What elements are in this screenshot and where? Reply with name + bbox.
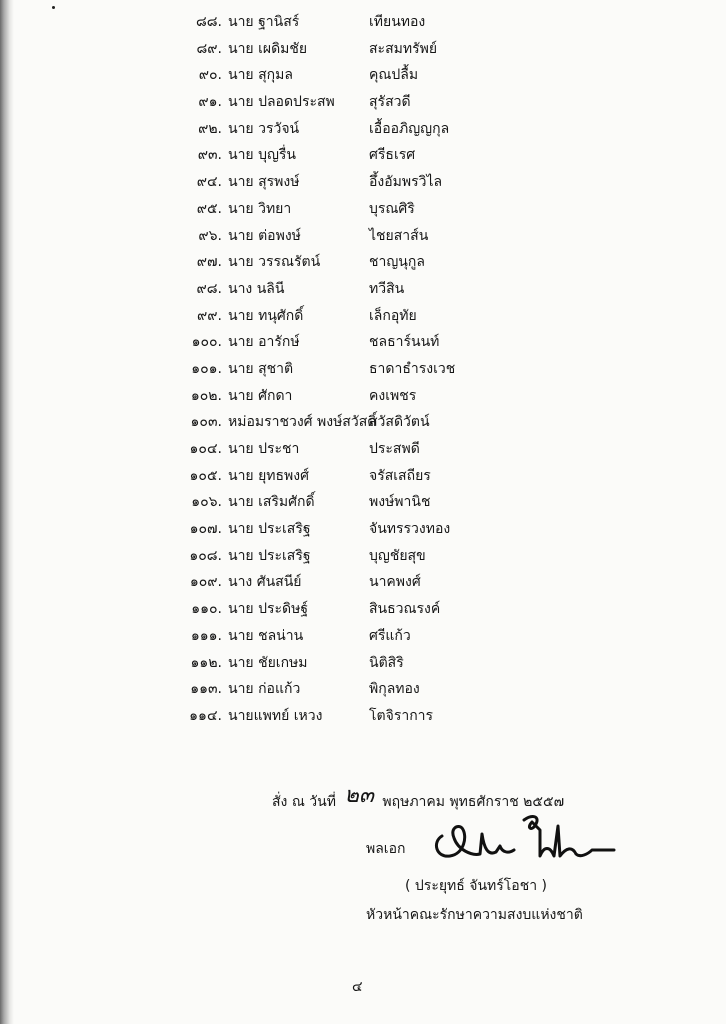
member-surname: บุญชัยสุข [369, 547, 426, 564]
member-given-name: หม่อมราชวงศ์ พงษ์สวัสดิ์ [228, 414, 377, 431]
member-given-name: นาย ฐานิสร์ [228, 14, 300, 30]
member-given-name: นาย วรวัจน์ [228, 120, 300, 137]
member-given-name: นาย ประชา [228, 441, 300, 457]
signer-title: หัวหน้าคณะรักษาความสงบแห่งชาติ [366, 907, 583, 923]
member-given-name: นาย สุรพงษ์ [228, 174, 300, 191]
order-date-prefix: สั่ง ณ วันที่ [272, 794, 336, 810]
member-surname: ธาดาธำรงเวช [369, 360, 456, 377]
member-number: ๑๑๐. [191, 601, 222, 618]
member-surname: ศรีธเรศ [369, 147, 416, 164]
page-number: ๔ [352, 979, 363, 995]
member-given-name: นาย สุกุมล [228, 67, 293, 84]
signer-name: ( ประยุทธ์ จันทร์โอชา ) [405, 878, 547, 894]
member-surname: ชาญนุกูล [369, 254, 425, 271]
member-number: ๙๙. [197, 307, 222, 324]
member-row [0, 676, 726, 703]
member-row [0, 249, 726, 276]
member-row [0, 142, 726, 169]
member-row [0, 569, 726, 596]
member-surname: สะสมทรัพย์ [369, 40, 438, 57]
member-surname: พงษ์พานิช [369, 494, 431, 511]
member-given-name: นาย วรรณรัตน์ [228, 254, 321, 271]
member-row [0, 169, 726, 196]
member-given-name: นาย ประดิษฐ์ [228, 601, 309, 618]
member-row [0, 436, 726, 463]
member-given-name: นาง ศันสนีย์ [228, 574, 302, 591]
member-given-name: นาย ชัยเกษม [228, 654, 308, 671]
member-number: ๑๐๔. [189, 441, 222, 457]
member-given-name: นาย ประเสริฐ [228, 521, 311, 538]
member-row [0, 196, 726, 223]
member-number: ๑๑๒. [190, 654, 222, 671]
member-surname: เล็กอุทัย [369, 307, 417, 324]
member-row [0, 329, 726, 356]
member-surname: จรัสเสถียร [369, 467, 431, 484]
member-surname: นาคพงศ์ [369, 574, 421, 591]
member-given-name: นาย ยุทธพงศ์ [228, 467, 310, 484]
member-row [0, 89, 726, 116]
member-row [0, 356, 726, 383]
member-row [0, 623, 726, 650]
member-given-name: นาย ก่อแก้ว [228, 681, 301, 698]
member-surname: นิติสิริ [369, 654, 404, 671]
member-surname: ประสพดี [369, 441, 420, 457]
member-given-name: นาย บุญรื่น [228, 147, 296, 164]
member-given-name: นาย วิทยา [228, 200, 292, 217]
member-number: ๑๑๓. [190, 681, 222, 698]
member-row [0, 36, 726, 63]
member-surname: สวัสดิวัตน์ [369, 414, 430, 431]
member-number: ๑๐๓. [190, 414, 222, 431]
member-row [0, 223, 726, 250]
member-row [0, 489, 726, 516]
signer-rank: พลเอก [366, 841, 406, 857]
member-number: ๑๐๖. [191, 494, 222, 511]
member-surname: สินธวณรงค์ [369, 601, 441, 618]
member-given-name: นาย ทนุศักดิ์ [228, 307, 304, 324]
member-number: ๙๘. [196, 280, 222, 297]
member-surname: บุรณศิริ [369, 200, 415, 217]
member-number: ๙๖. [198, 227, 222, 244]
member-surname: ทวีสิน [369, 280, 405, 297]
member-surname: อึ้งอัมพรวิไล [369, 174, 443, 191]
member-given-name: นาย เผดิมชัย [228, 40, 308, 57]
member-row [0, 116, 726, 143]
member-surname: ชลธาร์นนท์ [369, 334, 440, 351]
member-given-name: นาย อารักษ์ [228, 334, 300, 351]
member-surname: เทียนทอง [369, 14, 426, 30]
member-number: ๙๔. [196, 174, 222, 191]
member-row [0, 9, 726, 36]
member-row [0, 543, 726, 570]
member-number: ๑๐๗. [189, 521, 222, 538]
member-row [0, 516, 726, 543]
member-surname: ไชยสาส์น [369, 227, 429, 244]
member-number: ๙๐. [198, 67, 222, 84]
member-given-name: นาย สุชาติ [228, 360, 294, 377]
member-row [0, 463, 726, 490]
handwritten-signature [428, 806, 618, 876]
member-number: ๙๓. [197, 147, 222, 164]
member-surname: สุรัสวดี [369, 94, 411, 111]
member-given-name: นาย ปลอดประสพ [228, 94, 335, 111]
member-surname: คงเพชร [369, 387, 417, 404]
member-given-name: นายแพทย์ เหวง [228, 707, 323, 724]
member-number: ๘๙. [196, 40, 222, 57]
member-number: ๙๗. [196, 254, 222, 271]
member-number: ๑๐๕. [189, 467, 222, 484]
member-given-name: นาย ชลน่าน [228, 627, 304, 644]
member-given-name: นาย ประเสริฐ [228, 547, 311, 564]
member-list [0, 9, 726, 730]
member-row [0, 650, 726, 677]
member-surname: พิกุลทอง [369, 681, 420, 698]
member-row [0, 409, 726, 436]
member-given-name: นาย ศักดา [228, 387, 293, 404]
member-surname: เอื้ออภิญญกุล [369, 120, 450, 137]
member-row [0, 276, 726, 303]
member-surname: ศรีแก้ว [369, 627, 411, 644]
member-number: ๙๒. [198, 120, 222, 137]
member-surname: คุณปลื้ม [369, 67, 419, 84]
order-date-day: ๒๓ [344, 783, 374, 808]
member-number: ๑๐๙. [189, 574, 222, 591]
member-row [0, 62, 726, 89]
member-number: ๙๕. [196, 200, 222, 217]
member-number: ๙๑. [198, 94, 222, 111]
member-given-name: นาย ต่อพงษ์ [228, 227, 301, 244]
member-row [0, 703, 726, 730]
member-row [0, 303, 726, 330]
order-date-month-year: พฤษภาคม พุทธศักราช ๒๕๕๗ [382, 794, 565, 810]
member-number: ๑๐๒. [190, 387, 222, 404]
member-number: ๑๐๑. [191, 360, 222, 377]
member-row [0, 383, 726, 410]
member-surname: จันทรรวงทอง [369, 521, 451, 538]
member-surname: โตจิราการ [369, 707, 434, 724]
member-number: ๑๑๔. [189, 707, 222, 724]
member-number: ๑๐๘. [189, 547, 222, 564]
member-row [0, 596, 726, 623]
member-number: ๑๐๐. [191, 334, 222, 351]
member-number: ๑๑๑. [190, 627, 222, 644]
member-number: ๘๘. [195, 14, 222, 30]
member-given-name: นาง นลินี [228, 280, 285, 297]
member-given-name: นาย เสริมศักดิ์ [228, 494, 315, 511]
